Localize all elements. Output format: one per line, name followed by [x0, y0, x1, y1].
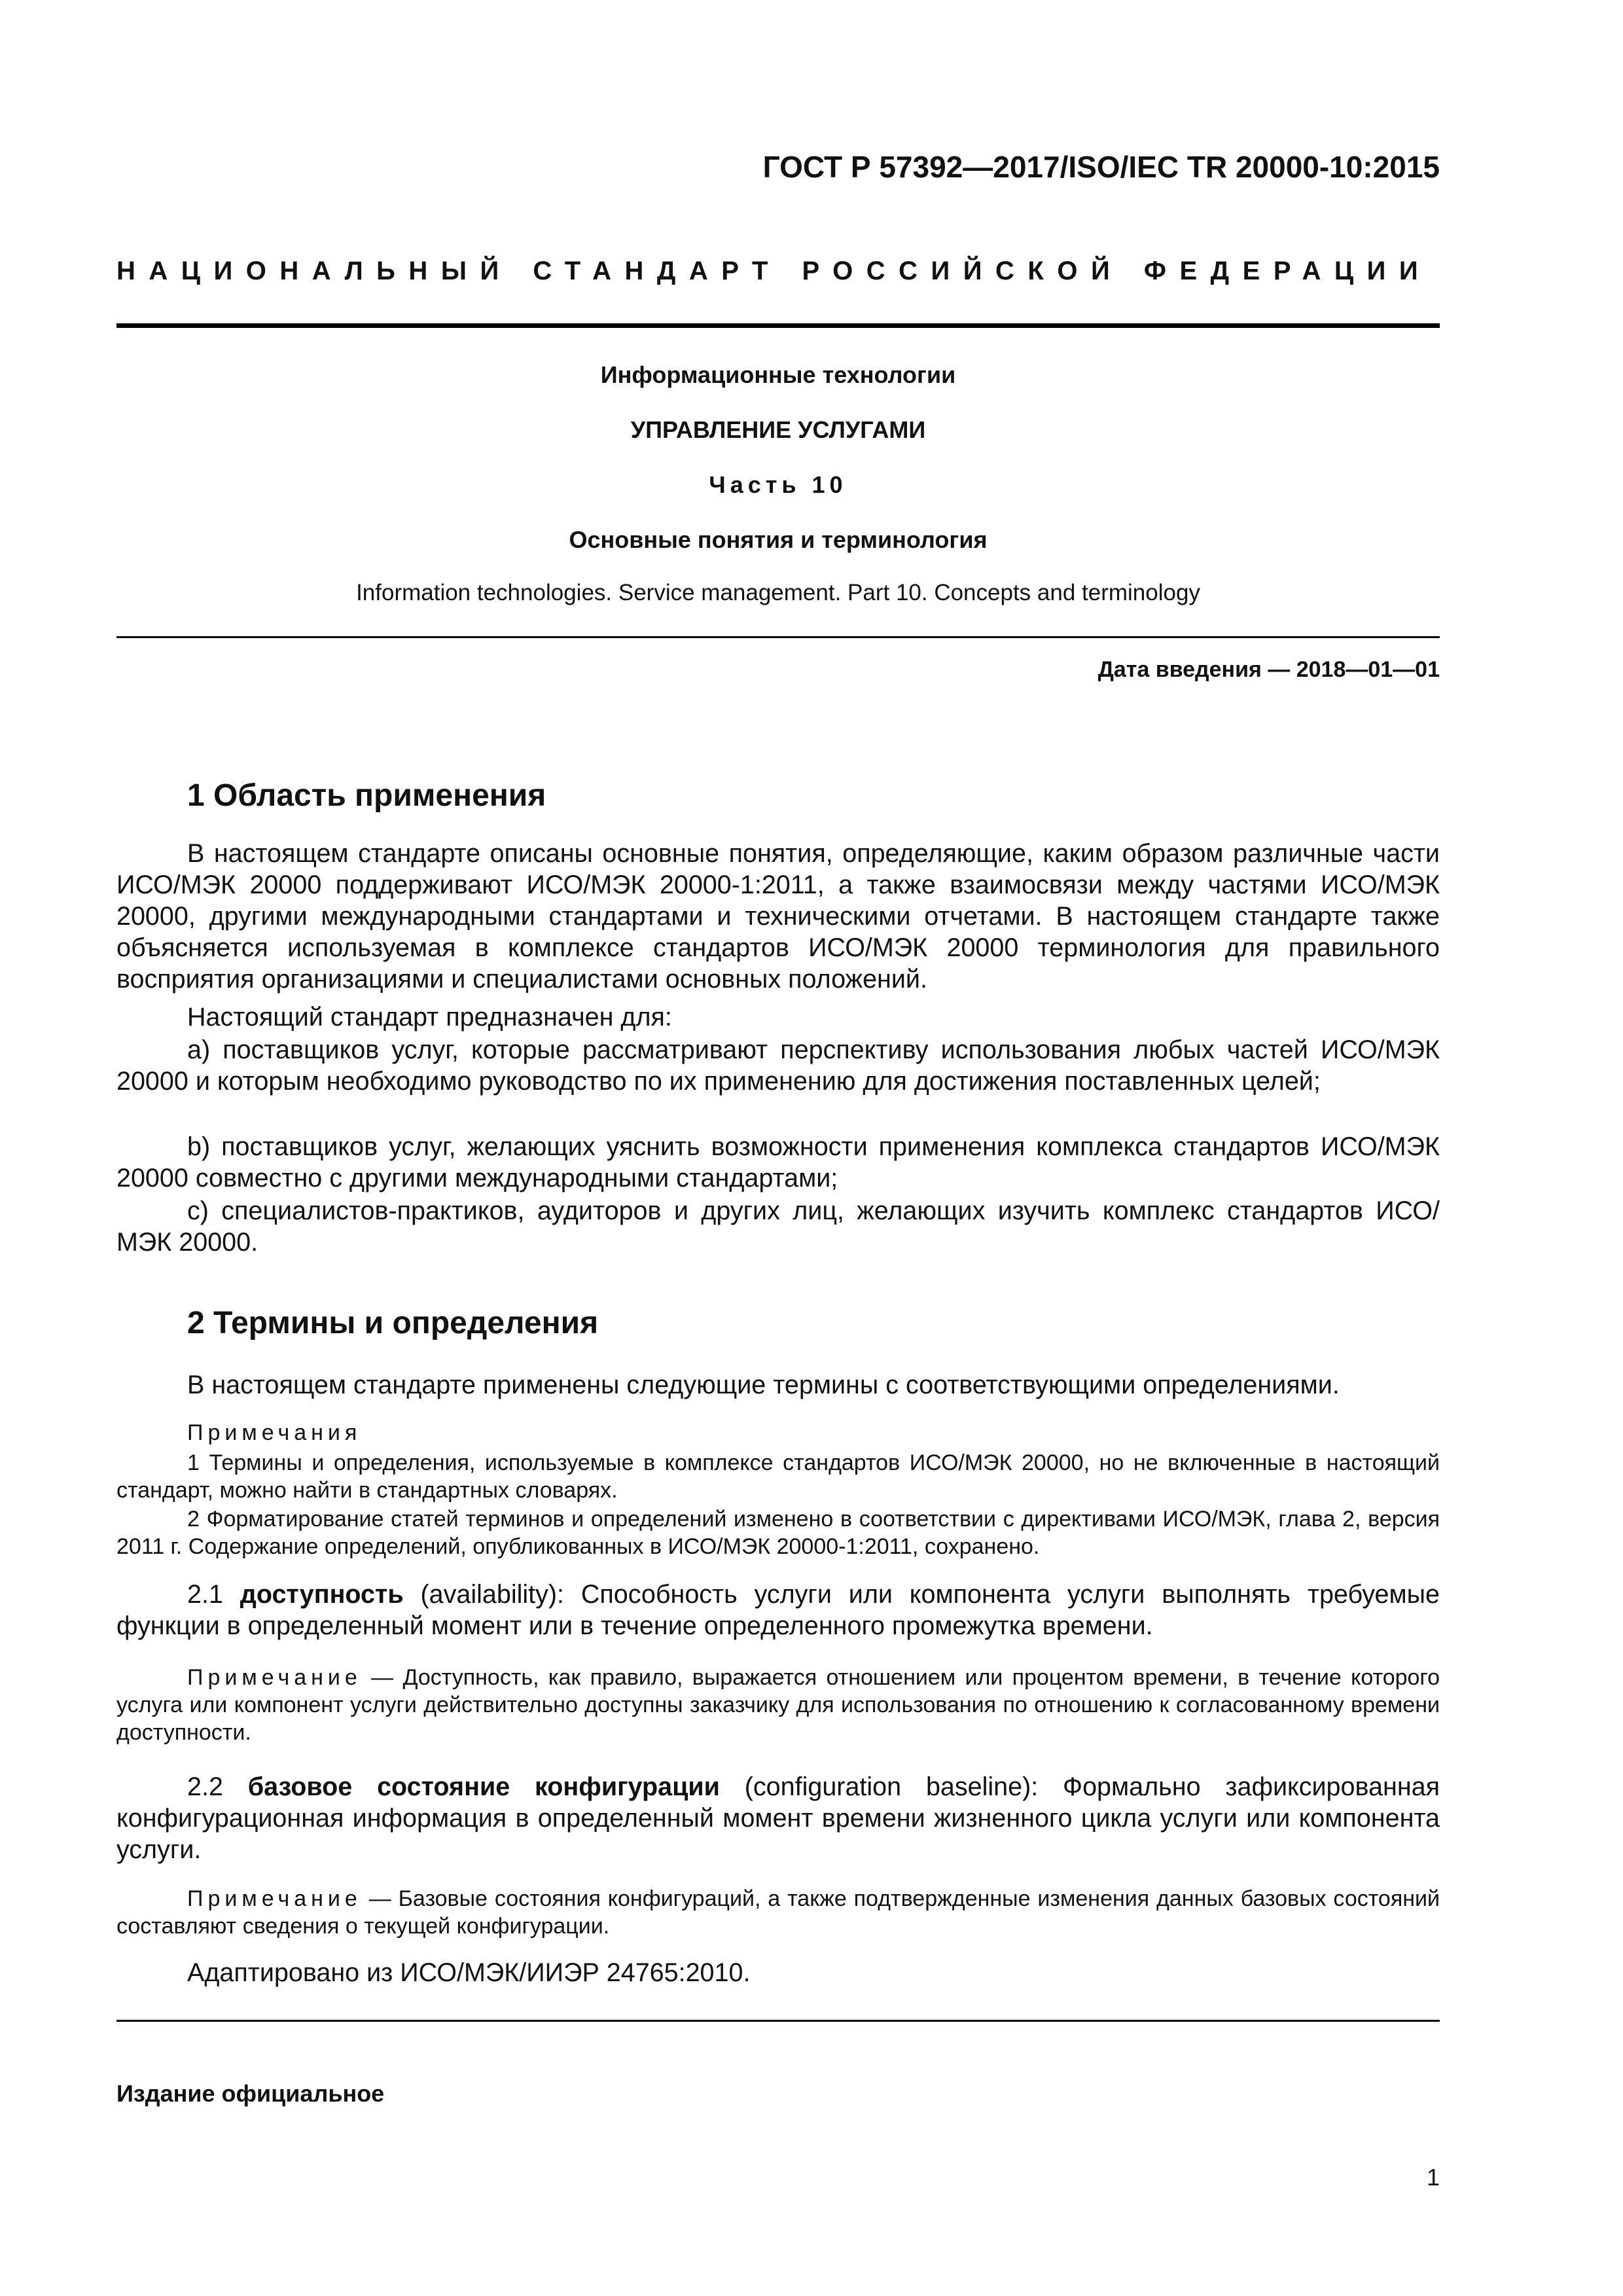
section-1-heading: 1 Область применения [187, 778, 546, 813]
footer-divider [116, 2020, 1440, 2022]
term-2-1-term: доступность [240, 1580, 404, 1609]
term-2-2-number: 2.2 [187, 1772, 248, 1801]
title-line-1: Информационные технологии [600, 361, 956, 388]
national-standard-title: НАЦИОНАЛЬНЫЙ СТАНДАРТ РОССИЙСКОЙ ФЕДЕРАЦИИ [116, 257, 1432, 285]
title-line-2: УПРАВЛЕНИЕ УСЛУГАМИ [630, 416, 926, 443]
section-1-item-a: a) поставщиков услуг, которые рассматривают перспективу использования любых частей ИСО/МЭК 20000 и которым необходимо руководство по их применению для достижения поставленных целей; [116, 1035, 1440, 1096]
section-1-item-b: b) поставщиков услуг, желающих уяснить возможности применения комплекса стандартов ИСО/МЭК 20000 совместно с другими международными стандартами; [116, 1132, 1440, 1193]
term-2-2-note: Примечание — Базовые состояния конфигураций, а также подтвержденные изменения данных базовых состояний составляют сведения о текущей конфигурации. [116, 1886, 1440, 1939]
title-line-4: Основные понятия и терминология [569, 526, 988, 553]
official-edition-label: Издание официальное [116, 2080, 385, 2107]
notes-label: Примечания [187, 1420, 362, 1445]
term-2-2 [116, 1771, 1440, 1865]
section-2-heading: 2 Термины и определения [187, 1306, 599, 1340]
note-1: 1 Термины и определения, используемые в комплексе стандартов ИСО/МЭК 20000, но не включенные в настоящий стандарт, можно найти в стандартных словарях. [116, 1450, 1440, 1503]
title-divider [116, 636, 1440, 638]
english-title: Information technologies. Service management. Part 10. Concepts and terminology [356, 580, 1200, 605]
header-divider [116, 323, 1440, 328]
document-page [116, 0, 1440, 2296]
section-1-paragraph-2: Настоящий стандарт предназначен для: [187, 1003, 672, 1031]
term-2-1 [116, 1579, 1440, 1641]
term-2-1-number: 2.1 [187, 1580, 240, 1609]
title-line-3: Часть 10 [709, 471, 847, 498]
page-number: 1 [1426, 2164, 1440, 2191]
section-1-paragraph-1: В настоящем стандарте описаны основные понятия, определяющие, каким образом различные части ИСО/МЭК 20000 поддерживают ИСО/МЭК 20000-1:2011, а также взаимосвязи между частями ИСО/МЭК 20000, другими международными стандартами и техническими отчетами. В настоящем стандарте также объясняется используемая в комплексе стандартов ИСО/МЭК 20000 терминология для правильного восприятия организациями и специалистами основных положений. [116, 839, 1440, 994]
note-2: 2 Форматирование статей терминов и определений изменено в соответствии с директивами ИСО/МЭК, глава 2, версия 2011 г. Содержание определений, опубликованных в ИСО/МЭК 20000-1:2011, сохранено. [116, 1507, 1440, 1559]
standard-code: ГОСТ Р 57392—2017/ISO/IEC TR 20000-10:2015 [762, 150, 1440, 184]
term-2-1-note: Примечание — Доступность, как правило, выражается отношением или процентом времени, в течение которого услуга или компонент услуги действительно доступны заказчику для использования по отношению к согласованному времени доступности. [116, 1665, 1440, 1745]
adapted-source: Адаптировано из ИСО/МЭК/ИИЭР 24765:2010. [187, 1958, 751, 1987]
section-1-item-c: c) специалистов-практиков, аудиторов и других лиц, желающих изучить комплекс стандартов ИСО/МЭК 20000. [116, 1196, 1440, 1257]
intro-date: Дата введения — 2018—01—01 [1097, 657, 1440, 682]
section-2-paragraph-1: В настоящем стандарте применены следующие термины с соответствующими определениями. [187, 1371, 1340, 1399]
term-2-2-definition: (configuration baseline): Формально зафиксированная конфигурационная информация в определенный момент времени жизненного цикла услуги или компонента услуги. [116, 1772, 1440, 1864]
term-2-2-term: базовое состояние конфигурации [247, 1772, 720, 1801]
term-2-1-definition: (availability): Способность услуги или компонента услуги выполнять требуемые функции в определенный момент или в течение определенного промежутка времени. [116, 1580, 1440, 1640]
